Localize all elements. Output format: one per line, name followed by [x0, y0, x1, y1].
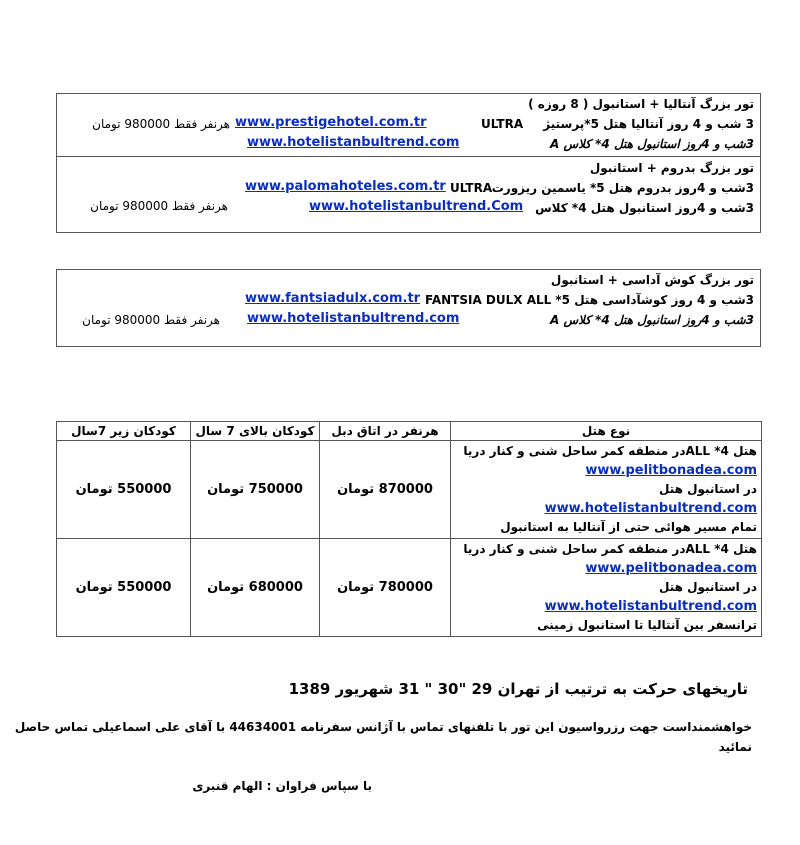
- hotel-desc-line: در استانبول هتل: [658, 580, 757, 594]
- tour-box-antalya-bodrum: [56, 93, 761, 233]
- tour3-line3-text: 3شب و 4روز استانبول هتل 4* کلاس A: [549, 313, 754, 327]
- price-child-over7: 680000 تومان: [191, 539, 320, 637]
- hotel-link[interactable]: www.pelitbonadea.com: [585, 561, 757, 576]
- tour3-istanbul-link[interactable]: www.hotelistanbultrend.com: [247, 311, 460, 326]
- tour3-line2-text: 3شب و 4 روز کوشآداسی هتل 5*: [555, 293, 754, 307]
- tour-box-kusadasi: [56, 269, 761, 347]
- tour3-title: تور بزرگ کوش آداسی + استانبول: [550, 273, 754, 287]
- price-child-over7: 750000 تومان: [191, 441, 320, 539]
- tour2-class: ULTRA: [450, 181, 493, 195]
- tour2-title: تور بزرگ بدروم + استانبول: [589, 161, 754, 175]
- tour2-price: هرنفر فقط 980000 تومان: [90, 199, 228, 213]
- price-adult: 780000 تومان: [320, 539, 451, 637]
- hotel-desc-line: در استانبول هتل: [658, 482, 757, 496]
- tour2-line3-text: 3شب و 4روز استانبول هتل 4* کلاس: [535, 201, 754, 215]
- tour2-hotel-link[interactable]: www.palomahoteles.com.tr: [245, 179, 446, 194]
- tour1-title: تور بزرگ آنتالیا + استانبول ( 8 روزه ): [528, 97, 754, 111]
- header-hotel-type: نوع هتل: [451, 422, 762, 441]
- hotel-desc-line: ترانسفر بین آنتالیا تا استانبول زمینی: [537, 618, 757, 632]
- tour1-hotel-link[interactable]: www.prestigehotel.com.tr: [235, 115, 427, 130]
- hotel-desc-line: تمام مسیر هوائی حتی از آنتالیا به استانبول: [500, 520, 757, 534]
- tour3-class: FANTSIA DULX ALL: [425, 293, 552, 307]
- contact-line2: نمائید: [718, 740, 752, 754]
- tour3-price: هرنفر فقط 980000 تومان: [82, 313, 220, 327]
- tour3-hotel-link[interactable]: www.fantsiadulx.com.tr: [245, 291, 421, 306]
- table-header-row: [57, 422, 762, 441]
- hotel-description: [451, 539, 762, 637]
- price-child-under7: 550000 تومان: [57, 441, 191, 539]
- signature: با سپاس فراوان : الهام قنبری: [192, 779, 372, 793]
- tour1-line2-text: 3 شب و 4 روز آنتالیا هتل 5*پرستیژ: [543, 117, 754, 131]
- istanbul-hotel-link[interactable]: www.hotelistanbultrend.com: [544, 501, 757, 516]
- price-adult: 870000 تومان: [320, 441, 451, 539]
- tour-separator: [57, 156, 760, 157]
- tour1-line3-text: 3شب و 4روز استانبول هتل 4* کلاس A: [549, 137, 754, 151]
- header-child-over7: کودکان بالای 7 سال: [191, 422, 320, 441]
- tour2-line2-text: 3شب و 4روز بدروم هتل 5* یاسمین ریزورت: [491, 181, 754, 195]
- price-child-under7: 550000 تومان: [57, 539, 191, 637]
- table-row: [57, 539, 762, 637]
- hotel-link[interactable]: www.pelitbonadea.com: [585, 463, 757, 478]
- tour1-price: هرنفر فقط 980000 تومان: [92, 117, 230, 131]
- contact-line1: خواهشمنداست جهت رزرواسیون این تور با تلفنهای تماس با آژانس سفرنامه 44634001 با آقای علی اسماعیلی تماس حاصل: [14, 720, 752, 734]
- tour1-istanbul-link[interactable]: www.hotelistanbultrend.com: [247, 135, 460, 150]
- header-adult-double: هرنفر در اتاق دبل: [320, 422, 451, 441]
- hotel-description: [451, 441, 762, 539]
- price-table: [56, 421, 762, 637]
- tour2-istanbul-link[interactable]: www.hotelistanbultrend.Com: [309, 199, 524, 214]
- table-row: [57, 441, 762, 539]
- header-child-under7: کودکان زیر 7سال: [57, 422, 191, 441]
- hotel-desc-line: هتل 4* ALLدر منطقه کمر ساحل شنی و کنار دریا: [463, 444, 757, 458]
- hotel-desc-line: هتل 4* ALLدر منطقه کمر ساحل شنی و کنار دریا: [463, 542, 757, 556]
- departure-dates: تاریخهای حرکت به ترتیب از تهران 29 "30 " 31 شهریور 1389: [288, 680, 748, 698]
- tour1-class: ULTRA: [481, 117, 524, 131]
- istanbul-hotel-link[interactable]: www.hotelistanbultrend.com: [544, 599, 757, 614]
